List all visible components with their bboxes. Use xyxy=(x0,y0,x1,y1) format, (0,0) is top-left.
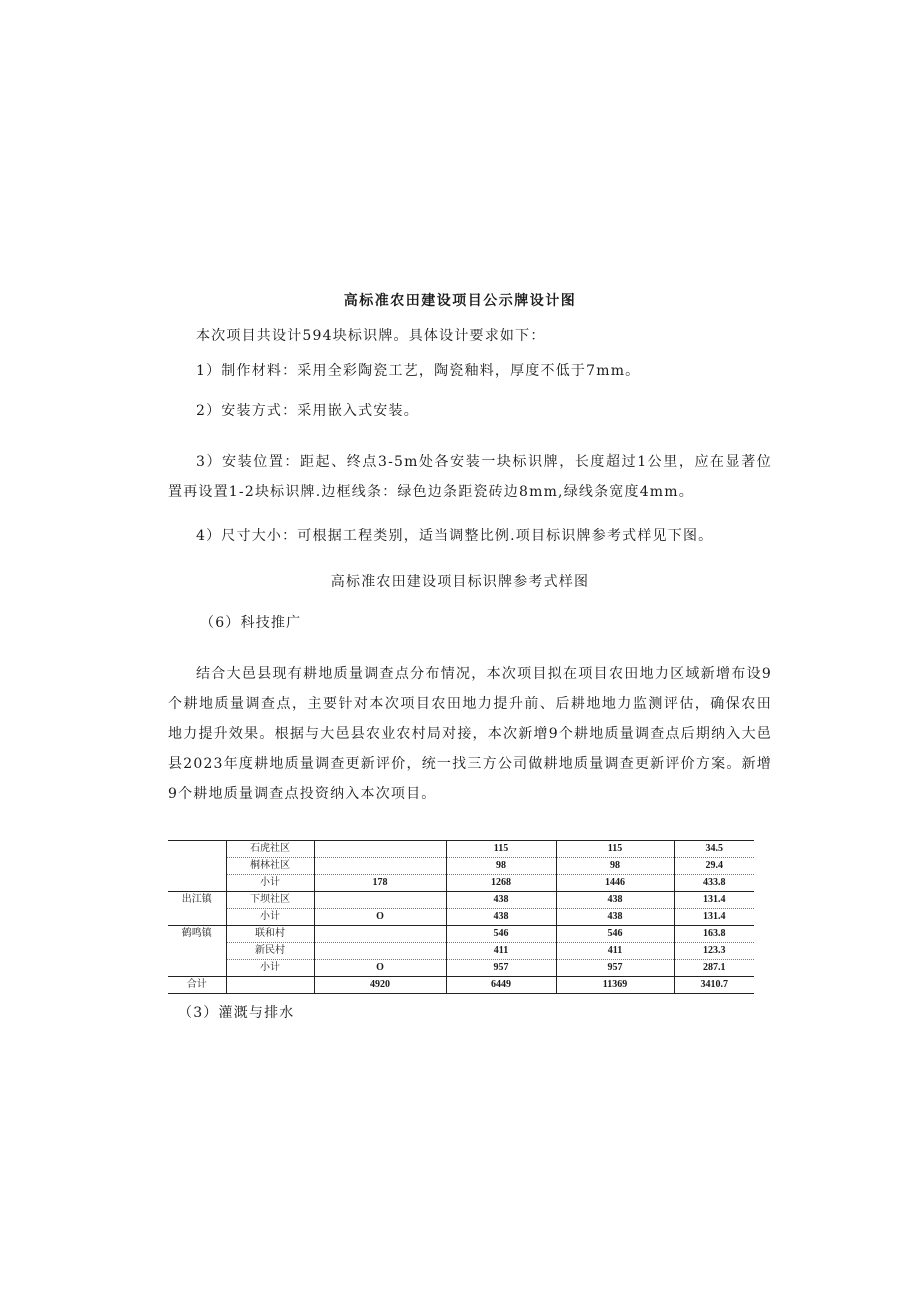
value-cell xyxy=(314,926,446,943)
value-cell xyxy=(314,943,446,960)
value-cell: 98 xyxy=(446,858,556,875)
region-cell xyxy=(168,943,226,960)
value-cell: 1446 xyxy=(556,875,674,892)
value-cell: 98 xyxy=(556,858,674,875)
value-cell: 29.4 xyxy=(674,858,754,875)
table-row xyxy=(168,841,754,858)
value-cell: 411 xyxy=(556,943,674,960)
total-value: 6449 xyxy=(446,977,556,994)
region-cell xyxy=(168,960,226,977)
value-cell xyxy=(314,892,446,909)
region-cell: 鹤鸣镇 xyxy=(168,926,226,943)
value-cell: 123.3 xyxy=(674,943,754,960)
region-cell xyxy=(168,858,226,875)
page-title: 高标准农田建设项目公示牌设计图 xyxy=(343,293,577,309)
value-cell: 131.4 xyxy=(674,892,754,909)
value-cell: 411 xyxy=(446,943,556,960)
site-cell: 桐林社区 xyxy=(226,858,314,875)
requirement-4: 4）尺寸大小：可根据工程类别，适当调整比例.项目标识牌参考式样见下图。 xyxy=(196,528,714,544)
section-6-paragraph: 结合大邑县现有耕地质量调查点分布情况，本次项目拟在项目农田地力区域新增布设9个耕地质量调查点，主要针对本次项目农田地力提升前、后耕地地力监测评估，确保农田地力提升效果。根据与大邑县农业农村局对接，本次新增9个耕地质量调查点后期纳入大邑县2023年度耕地质量调查更新评价，统一找三方公司做耕地质量调查更新评价方案。新增9个耕地质量调查点投资纳入本次项目。 xyxy=(168,666,772,802)
requirement-1: 1）制作材料：采用全彩陶瓷工艺，陶瓷釉料，厚度不低于7mm。 xyxy=(196,363,641,379)
intro-text: 本次项目共设计594块标识牌。具体设计要求如下： xyxy=(196,328,546,344)
value-cell: 546 xyxy=(446,926,556,943)
site-cell: 小计 xyxy=(226,960,314,977)
value-cell: 438 xyxy=(556,909,674,926)
site-cell: 下坝社区 xyxy=(226,892,314,909)
value-cell xyxy=(314,858,446,875)
total-label: 合计 xyxy=(168,977,226,994)
total-value: 11369 xyxy=(556,977,674,994)
total-row xyxy=(168,977,754,994)
investment-table xyxy=(168,840,754,994)
value-cell: O xyxy=(314,909,446,926)
value-cell: 115 xyxy=(446,841,556,858)
region-cell xyxy=(168,909,226,926)
value-cell: 115 xyxy=(556,841,674,858)
value-cell xyxy=(314,841,446,858)
site-cell: 新民村 xyxy=(226,943,314,960)
total-value: 3410.7 xyxy=(674,977,754,994)
sample-title: 高标准农田建设项目标识牌参考式样图 xyxy=(330,574,590,590)
region-cell xyxy=(168,841,226,858)
site-cell: 联和村 xyxy=(226,926,314,943)
site-cell: 小计 xyxy=(226,909,314,926)
value-cell: 438 xyxy=(556,892,674,909)
section-6-heading: （6）科技推广 xyxy=(200,615,302,631)
value-cell: 433.8 xyxy=(674,875,754,892)
table-row xyxy=(168,875,754,892)
table-row xyxy=(168,960,754,977)
value-cell: 1268 xyxy=(446,875,556,892)
value-cell: 163.8 xyxy=(674,926,754,943)
value-cell: 34.5 xyxy=(674,841,754,858)
table-row xyxy=(168,858,754,875)
value-cell: 957 xyxy=(446,960,556,977)
table-row xyxy=(168,909,754,926)
site-cell: 小计 xyxy=(226,875,314,892)
table-row xyxy=(168,943,754,960)
value-cell: 178 xyxy=(314,875,446,892)
value-cell: O xyxy=(314,960,446,977)
value-cell: 438 xyxy=(446,909,556,926)
section-3-heading: （3）灌溉与排水 xyxy=(178,1005,295,1021)
value-cell: 438 xyxy=(446,892,556,909)
region-cell xyxy=(168,875,226,892)
requirement-3: 3）安装位置：距起、终点3-5m处各安装一块标识牌，长度超过1公里，应在显著位置再设置1-2块标识牌.边框线条：绿色边条距瓷砖边8mm,绿线条宽度4mm。 xyxy=(168,454,772,500)
region-cell: 出江镇 xyxy=(168,892,226,909)
value-cell: 546 xyxy=(556,926,674,943)
total-value: 4920 xyxy=(314,977,446,994)
requirement-2: 2）安装方式：采用嵌入式安装。 xyxy=(196,403,419,419)
value-cell: 131.4 xyxy=(674,909,754,926)
value-cell: 957 xyxy=(556,960,674,977)
value-cell: 287.1 xyxy=(674,960,754,977)
table-row xyxy=(168,892,754,909)
table-row xyxy=(168,926,754,943)
site-cell: 石虎社区 xyxy=(226,841,314,858)
site-cell xyxy=(226,977,314,994)
